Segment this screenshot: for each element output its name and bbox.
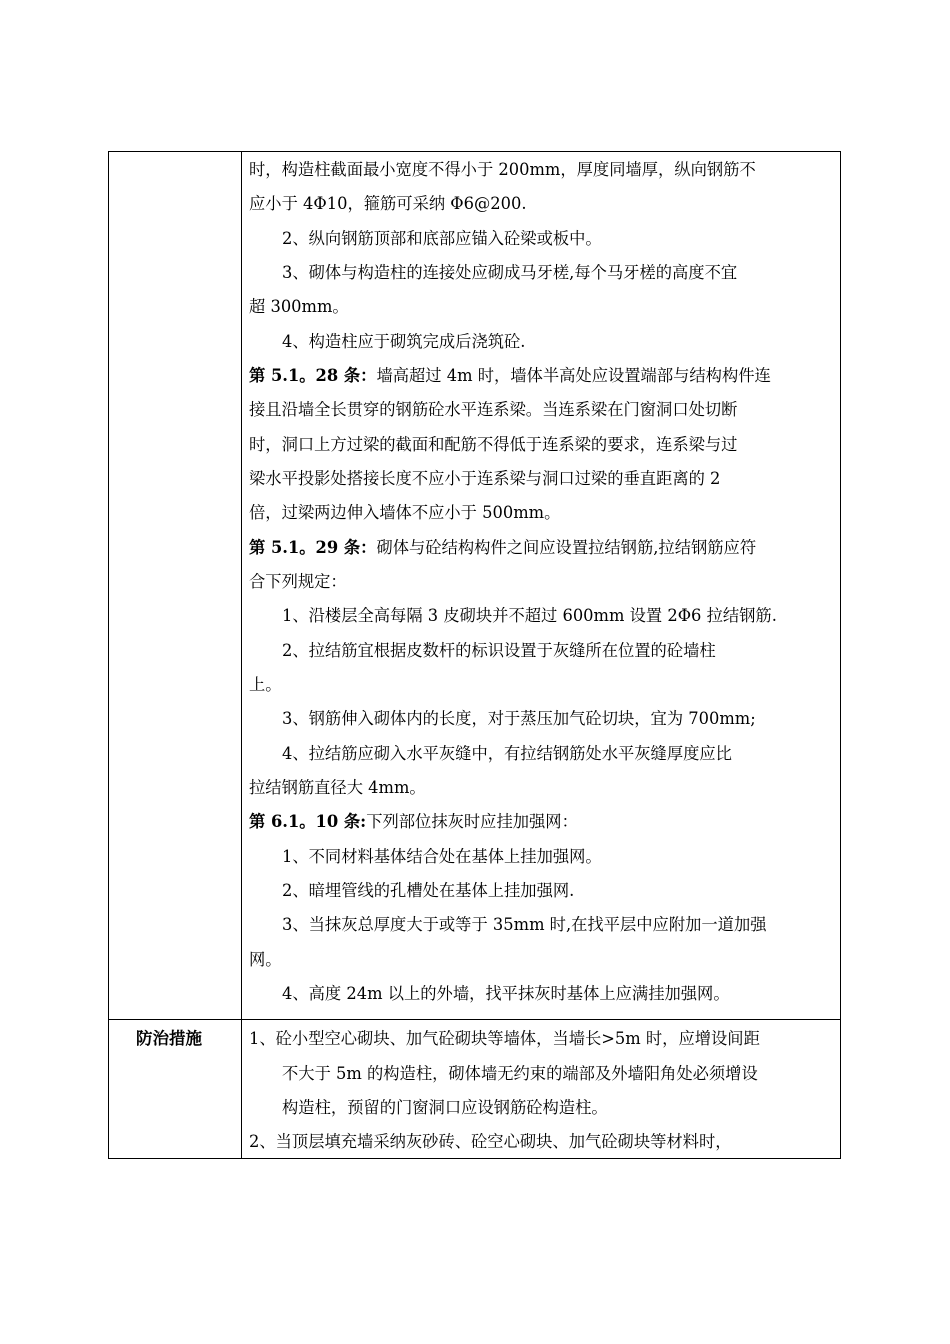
text-line: 3、钢筋伸入砌体内的长度，对于蒸压加气砼切块，宜为 700mm; (282, 709, 756, 728)
text-line: 2、纵向钢筋顶部和底部应锚入砼梁或板中。 (282, 229, 602, 248)
article-line (249, 812, 578, 832)
text-line: 2、当顶层填充墙采纳灰砂砖、砼空心砌块、加气砼砌块等材料时， (249, 1132, 732, 1151)
text-line: 构造柱，预留的门窗洞口应设钢筋砼构造柱。 (282, 1098, 608, 1117)
text-line: 不大于 5m 的构造柱，砌体墙无约束的端部及外墙阳角处必须增设 (282, 1064, 758, 1083)
text-line: 2、暗埋管线的孔槽处在基体上挂加强网. (282, 881, 575, 900)
article-text: 下列部位抹灰时应挂加强网： (366, 812, 578, 831)
column-divider (241, 152, 242, 1158)
text-line: 4、高度 24m 以上的外墙，找平抹灰时基体上应满挂加强网。 (282, 984, 730, 1003)
article-text: 墙高超过 4m 时，墙体半高处应设置端部与结构构件连 (376, 366, 771, 385)
article-number: 第 6.1。10 条: (249, 812, 367, 831)
text-line: 梁水平投影处搭接长度不应小于连系梁与洞口过梁的垂直距离的 2 (249, 469, 721, 488)
article-text: 砌体与砼结构构件之间应设置拉结钢筋,拉结钢筋应符 (376, 538, 757, 557)
text-line: 拉结钢筋直径大 4mm。 (249, 778, 426, 797)
text-line: 1、沿楼层全高每隔 3 皮砌块并不超过 600mm 设置 2Φ6 拉结钢筋. (282, 606, 777, 625)
text-line: 3、当抹灰总厚度大于或等于 35mm 时,在找平层中应附加一道加强 (282, 915, 767, 934)
text-line: 倍，过梁两边伸入墙体不应小于 500mm。 (249, 503, 561, 522)
text-line: 1、不同材料基体结合处在基体上挂加强网。 (282, 847, 602, 866)
text-line: 时，构造柱截面最小宽度不得小于 200mm，厚度同墙厚，纵向钢筋不 (249, 160, 756, 179)
text-line: 1、砼小型空心砌块、加气砼砌块等墙体，当墙长>5m 时，应增设间距 (249, 1029, 760, 1048)
text-line: 时，洞口上方过梁的截面和配筋不得低于连系梁的要求，连系梁与过 (249, 435, 738, 454)
row-label: 防治措施 (136, 1029, 202, 1048)
top-cell-content (249, 152, 839, 1158)
article-number: 第 5.1。28 条： (249, 366, 377, 385)
text-line: 接且沿墙全长贯穿的钢筋砼水平连系梁。当连系梁在门窗洞口处切断 (249, 400, 738, 419)
text-line: 网。 (249, 950, 282, 969)
article-line (249, 366, 771, 386)
article-line (249, 538, 756, 558)
text-line: 3、砌体与构造柱的连接处应砌成马牙槎,每个马牙槎的高度不宜 (282, 263, 738, 282)
text-line: 超 300mm。 (249, 297, 349, 316)
document-table (108, 151, 841, 1159)
text-line: 应小于 4Φ10，箍筋可采纳 Φ6@200. (249, 194, 527, 213)
article-number: 第 5.1。29 条： (249, 538, 377, 557)
text-line: 4、拉结筋应砌入水平灰缝中，有拉结钢筋处水平灰缝厚度应比 (282, 744, 732, 763)
text-line: 4、构造柱应于砌筑完成后浇筑砼. (282, 332, 526, 351)
text-line: 2、拉结筋宜根据皮数杆的标识设置于灰缝所在位置的砼墙柱 (282, 641, 716, 660)
text-line: 合下列规定： (249, 572, 347, 591)
text-line: 上。 (249, 675, 282, 694)
